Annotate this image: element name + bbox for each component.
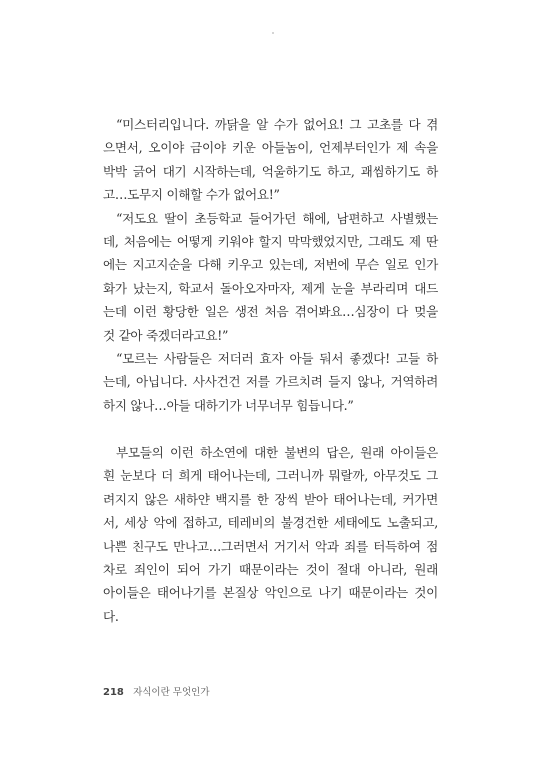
text-line: 아이들은 태어나기를 본질상 악인으로 나기 때문이라는 것이 (103, 585, 438, 601)
text-line: 데, 처음에는 어떻게 키워야 할지 막막했었지만, 그래도 제 딴 (103, 233, 438, 249)
text-line: 고…도무지 이해할 수가 없어요!” (103, 187, 280, 203)
text-line: 부모들의 이런 하소연에 대한 불변의 답은, 원래 아이들은 (116, 445, 438, 460)
text-line: 다. (103, 608, 119, 624)
text-line: 려지지 않은 새하얀 백지를 한 장씩 받아 태어나는데, 커가면 (103, 491, 438, 507)
text-line: 에는 지고지순을 다해 키우고 있는데, 저번에 무슨 일로 인가 (103, 257, 438, 273)
text-line: 서, 세상 악에 접하고, 테레비의 불경건한 세태에도 노출되고, (103, 515, 438, 531)
text-line: 박박 긁어 대기 시작하는데, 억울하기도 하고, 괘씸하기도 하 (103, 163, 438, 179)
text-line: “저도요 딸이 초등학교 들어가던 해에, 남편하고 사별했는 (116, 210, 438, 226)
text-line: 흰 눈보다 더 희게 태어나는데, 그러니까 뭐랄까, 아무것도 그 (103, 468, 438, 484)
text-line: 화가 났는지, 학교서 돌아오자마자, 제게 눈을 부라리며 대드 (103, 280, 438, 296)
text-line: “미스터리입니다. 까닭을 알 수가 없어요! 그 고초를 다 겪 (116, 117, 438, 132)
text-line: 차로 죄인이 되어 가기 때문이라는 것이 절대 아니라, 원래 (103, 561, 438, 577)
body-paragraph (103, 441, 438, 628)
text-line: 것 같아 죽겠더라고요!” (103, 327, 229, 343)
text-line: 으면서, 오이야 금이야 키운 아들놈이, 언제부터인가 제 속을 (103, 140, 438, 156)
text-line: 나쁜 친구도 만나고…그러면서 거기서 악과 죄를 터득하여 점 (103, 538, 438, 554)
text-line: 하지 않나…아들 대하기가 너무너무 힘듭니다.” (103, 397, 354, 413)
text-line: 는데 이런 황당한 일은 생전 처음 겪어봐요…심장이 다 멎을 (103, 304, 438, 320)
page-number: 218 (103, 687, 124, 698)
page-mark (272, 32, 274, 34)
dialogue-block (103, 113, 438, 417)
text-line: 는데, 아닙니다. 사사건건 저를 가르치려 들지 않나, 거역하려 (103, 374, 438, 390)
page-footer (103, 684, 210, 698)
running-title: 자식이란 무엇인가 (133, 687, 210, 698)
text-line: “모르는 사람들은 저더러 효자 아들 둬서 좋겠다! 고들 하 (116, 350, 438, 366)
